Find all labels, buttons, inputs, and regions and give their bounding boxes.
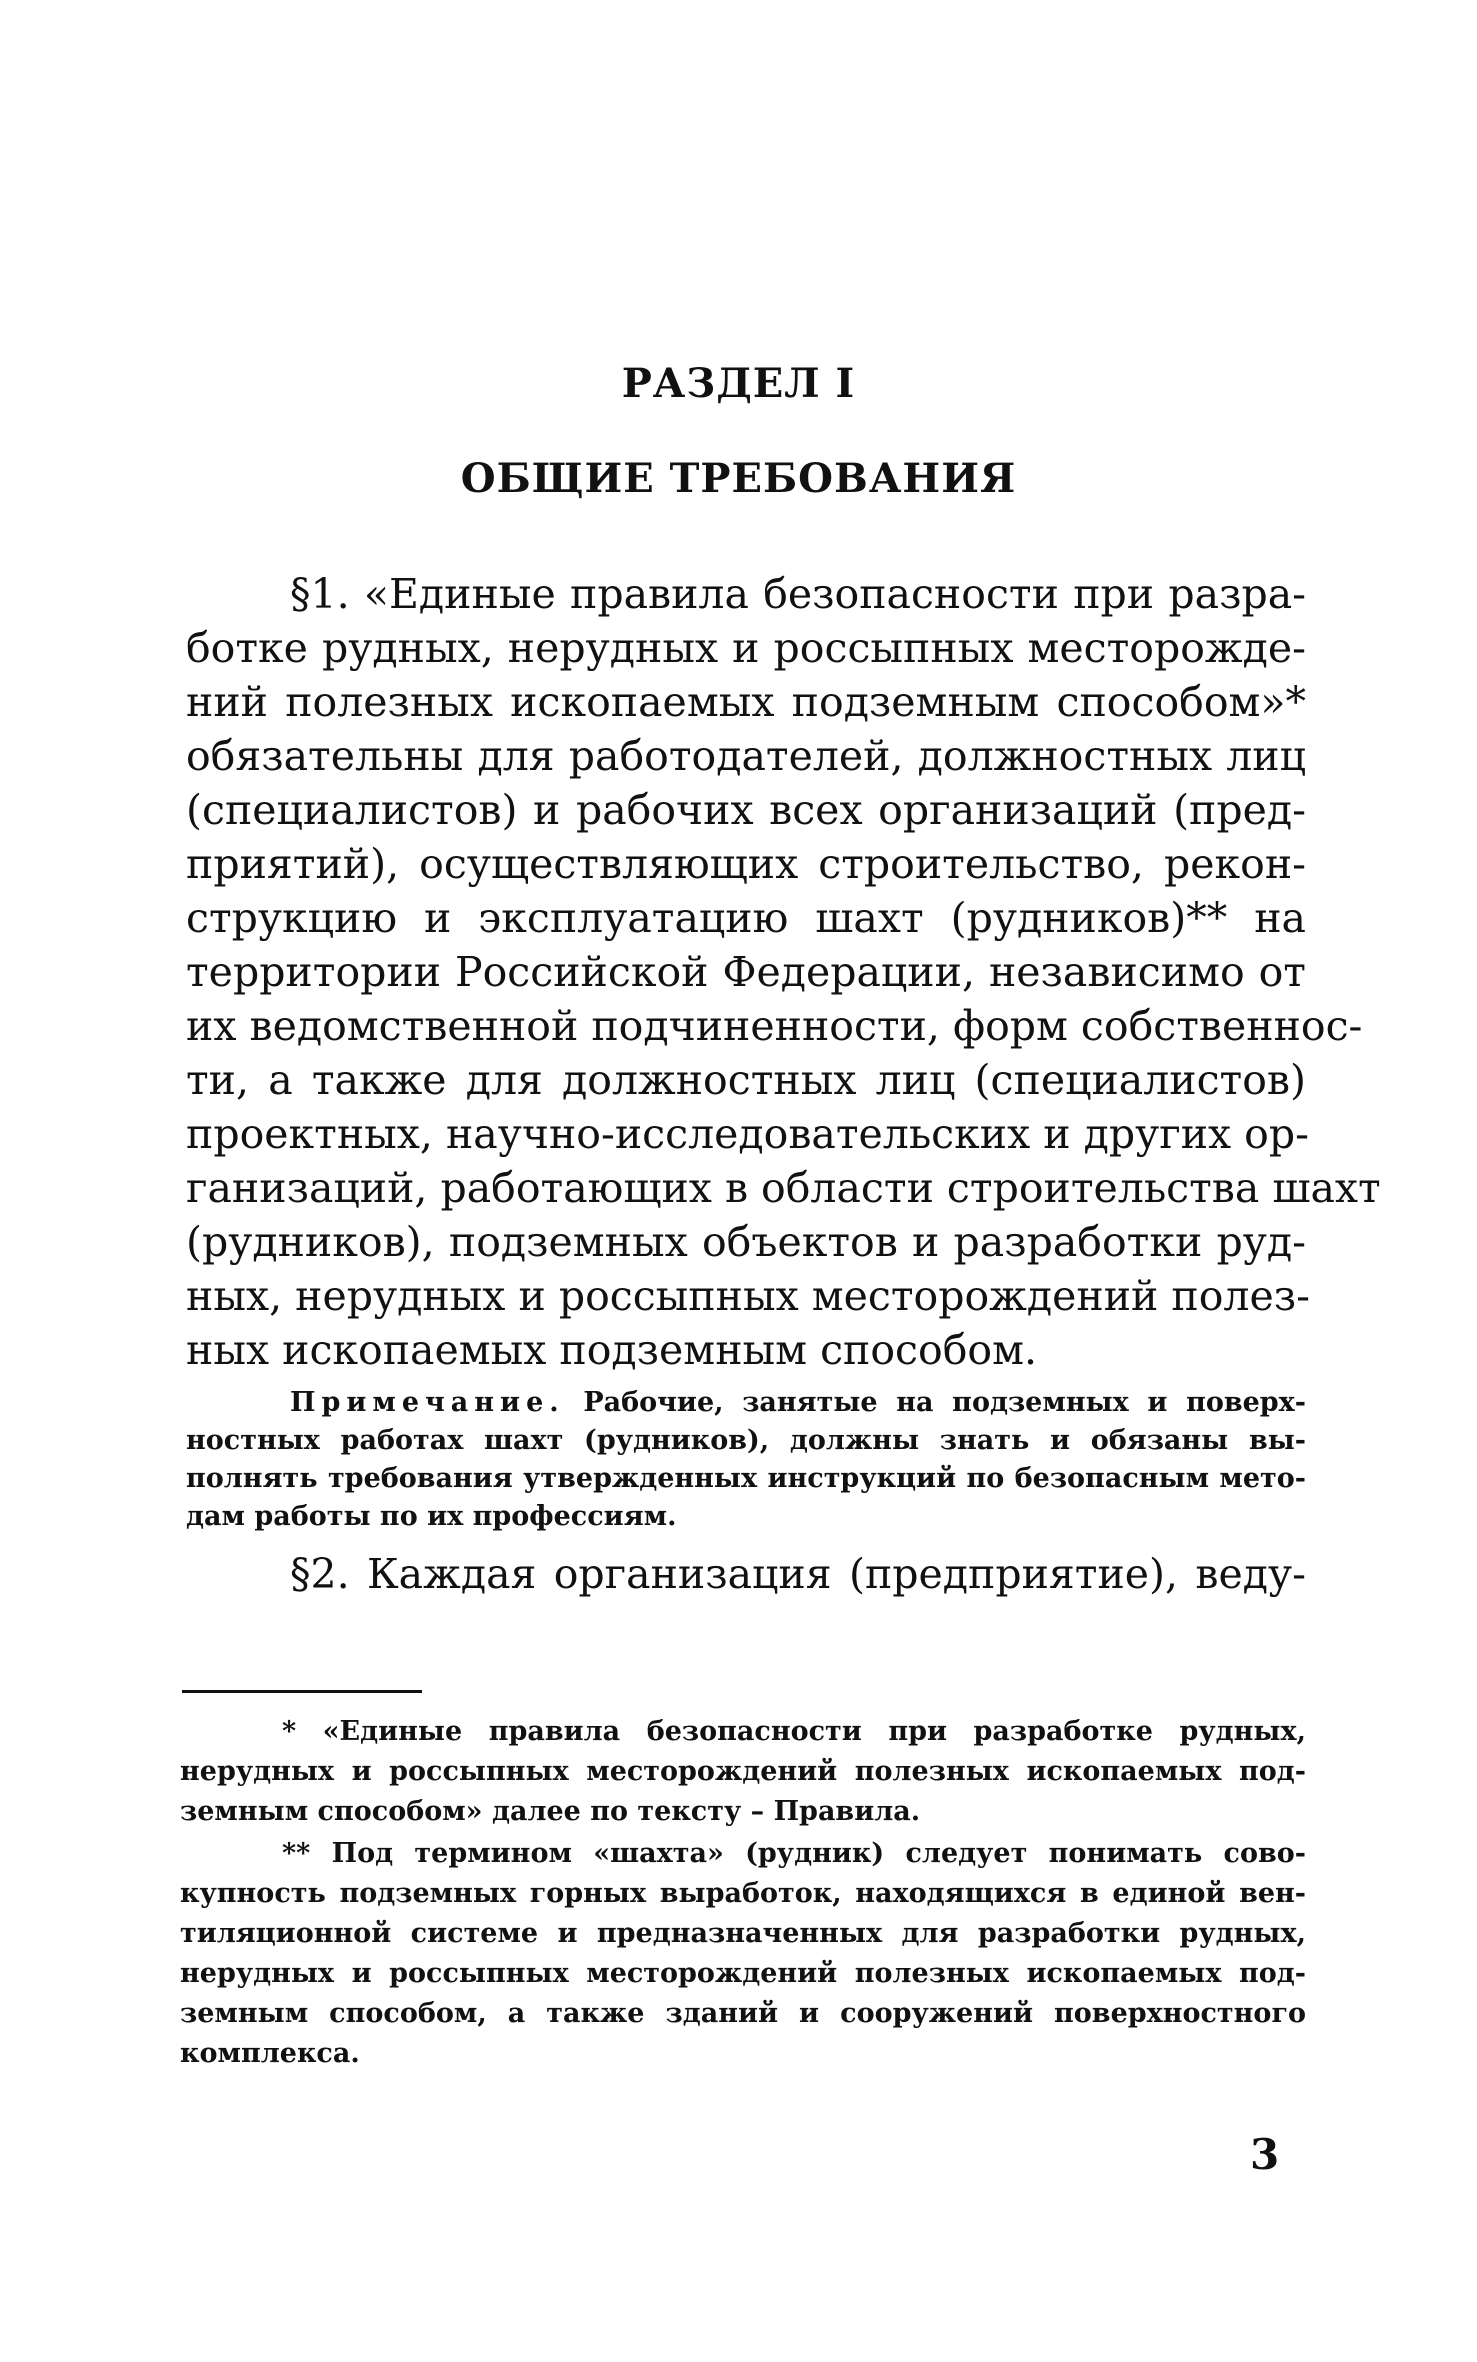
note-text: Рабочие, занятые на подземных и поверх- <box>583 1387 1306 1418</box>
note-line: дам работы по их профессиям. <box>186 1501 677 1532</box>
footnote-line: нерудных и россыпных месторождений полезных ископаемых под- <box>180 1958 1306 1989</box>
footnote-line: ** Под термином «шахта» (рудник) следует понимать сово- <box>282 1838 1306 1869</box>
paragraph-2-start: §2. Каждая организация (предприятие), веду- <box>290 1550 1306 1598</box>
footnote-line: купность подземных горных выработок, находящихся в единой вен- <box>180 1878 1306 1909</box>
paragraph-line: их ведомственной подчиненности, форм собственнос- <box>186 1002 1363 1050</box>
section-heading: РАЗДЕЛ I <box>621 360 856 407</box>
footnote-line: земным способом, а также зданий и сооружений поверхностного <box>180 1998 1306 2029</box>
paragraph-line: ти, а также для должностных лиц (специалистов) <box>186 1056 1306 1104</box>
note-line <box>290 1384 1306 1422</box>
footnote-line: * «Единые правила безопасности при разработке рудных, <box>282 1716 1306 1747</box>
paragraph-line: проектных, научно-исследовательских и других ор- <box>186 1110 1309 1158</box>
section-title: ОБЩИЕ ТРЕБОВАНИЯ <box>460 455 1017 502</box>
paragraph-line: ботке рудных, нерудных и россыпных месторожде- <box>186 624 1306 672</box>
note-line: ностных работах шахт (рудников), должны знать и обязаны вы- <box>186 1425 1306 1456</box>
footnote-line: земным способом» далее по тексту – Правила. <box>180 1796 921 1827</box>
paragraph-line: ганизаций, работающих в области строительства шахт <box>186 1164 1381 1212</box>
paragraph-line: обязательны для работодателей, должностных лиц <box>186 732 1306 780</box>
note-line: полнять требования утвержденных инструкций по безопасным мето- <box>186 1463 1306 1494</box>
footnote-line: комплекса. <box>180 2038 360 2069</box>
paragraph-line: (рудников), подземных объектов и разработки руд- <box>186 1218 1306 1266</box>
paragraph-line: территории Российской Федерации, независимо от <box>186 948 1306 996</box>
footnote-line: тиляционной системе и предназначенных для разработки рудных, <box>180 1918 1306 1949</box>
page-number: 3 <box>1250 2130 1280 2179</box>
paragraph-line: приятий), осуществляющих строительство, рекон- <box>186 840 1306 888</box>
paragraph-line: ных ископаемых подземным способом. <box>186 1326 1037 1374</box>
note-label: Примечание. <box>290 1387 565 1418</box>
footnote-line: нерудных и россыпных месторождений полезных ископаемых под- <box>180 1756 1306 1787</box>
paragraph-line: ных, нерудных и россыпных месторождений полез- <box>186 1272 1310 1320</box>
paragraph-line: (специалистов) и рабочих всех организаций (пред- <box>186 786 1306 834</box>
paragraph-line: струкцию и эксплуатацию шахт (рудников)** на <box>186 894 1306 942</box>
paragraph-line: ний полезных ископаемых подземным способом»* <box>186 678 1306 726</box>
footnote-divider <box>182 1690 422 1693</box>
paragraph-line: §1. «Единые правила безопасности при разра- <box>290 570 1306 618</box>
